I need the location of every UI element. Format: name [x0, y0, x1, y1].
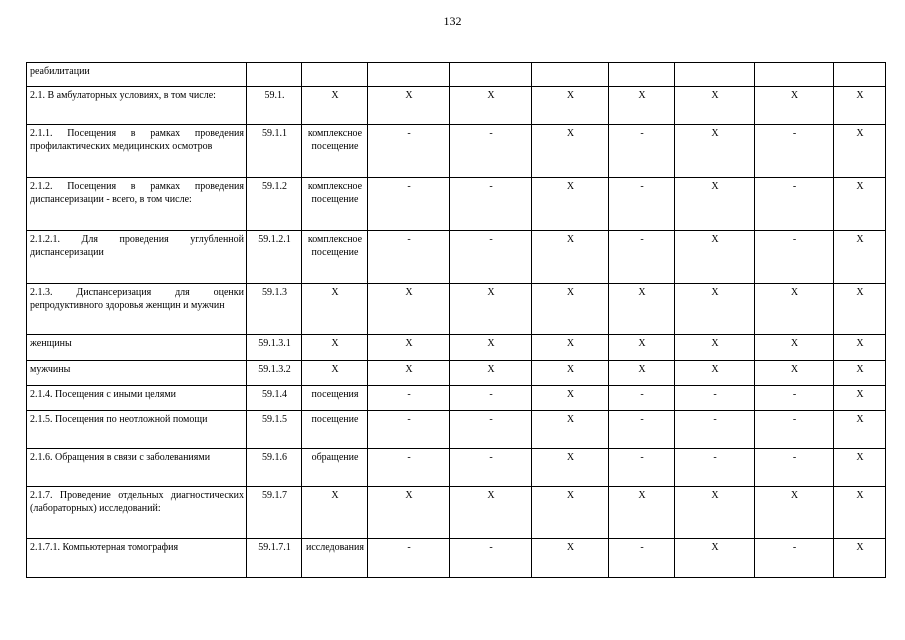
row-value: -: [609, 125, 675, 178]
table-row: [27, 411, 886, 449]
row-value: [609, 63, 675, 87]
table-row: [27, 487, 886, 539]
row-value: X: [834, 231, 886, 284]
row-unit: [302, 63, 368, 87]
row-name: 2.1.5. Посещения по неотложной помощи: [27, 411, 247, 449]
row-value: [368, 63, 450, 87]
row-unit: комплексное посещение: [302, 231, 368, 284]
row-name: 2.1.2. Посещения в рамках проведения диспансеризации - всего, в том числе:: [27, 178, 247, 231]
row-name: 2.1.2.1. Для проведения углубленной диспансеризации: [27, 231, 247, 284]
row-value: -: [368, 386, 450, 411]
row-value: X: [368, 361, 450, 386]
row-value: X: [532, 125, 609, 178]
row-name: мужчины: [27, 361, 247, 386]
row-value: X: [450, 335, 532, 361]
row-value: [755, 63, 834, 87]
row-value: X: [532, 231, 609, 284]
row-value: -: [675, 411, 755, 449]
row-value: -: [755, 411, 834, 449]
row-value: X: [609, 335, 675, 361]
row-value: -: [450, 386, 532, 411]
row-name: 2.1.6. Обращения в связи с заболеваниями: [27, 449, 247, 487]
row-unit: комплексное посещение: [302, 125, 368, 178]
row-value: -: [368, 178, 450, 231]
row-value: X: [675, 539, 755, 578]
row-name: 2.1.3. Диспансеризация для оценки репродуктивного здоровья женщин и мужчин: [27, 284, 247, 335]
row-value: -: [450, 125, 532, 178]
row-code: 59.1.7: [247, 487, 302, 539]
row-value: -: [609, 539, 675, 578]
row-value: X: [609, 361, 675, 386]
row-value: X: [834, 386, 886, 411]
row-unit: комплексное посещение: [302, 178, 368, 231]
row-value: -: [675, 449, 755, 487]
row-value: -: [450, 178, 532, 231]
page-number: 132: [443, 14, 462, 28]
row-value: X: [368, 335, 450, 361]
row-value: X: [675, 487, 755, 539]
row-value: X: [834, 487, 886, 539]
row-code: 59.1.3.1: [247, 335, 302, 361]
row-code: 59.1.1: [247, 125, 302, 178]
table-row: [27, 386, 886, 411]
row-value: X: [532, 386, 609, 411]
row-unit: обращение: [302, 449, 368, 487]
row-value: X: [532, 284, 609, 335]
row-value: X: [609, 87, 675, 125]
row-value: X: [532, 335, 609, 361]
row-value: X: [532, 87, 609, 125]
row-value: X: [368, 87, 450, 125]
row-name: женщины: [27, 335, 247, 361]
table-row: [27, 87, 886, 125]
row-value: X: [532, 411, 609, 449]
row-value: X: [834, 411, 886, 449]
row-code: 59.1.2.1: [247, 231, 302, 284]
row-value: -: [609, 231, 675, 284]
row-name: реабилитации: [27, 63, 247, 87]
row-value: X: [532, 487, 609, 539]
row-value: X: [532, 361, 609, 386]
row-value: X: [834, 449, 886, 487]
row-value: -: [368, 411, 450, 449]
row-value: -: [755, 231, 834, 284]
row-code: 59.1.3.2: [247, 361, 302, 386]
row-unit: X: [302, 361, 368, 386]
row-value: X: [834, 178, 886, 231]
row-unit: X: [302, 335, 368, 361]
row-name: 2.1. В амбулаторных условиях, в том числе:: [27, 87, 247, 125]
row-unit: X: [302, 87, 368, 125]
row-value: X: [675, 335, 755, 361]
row-unit: посещение: [302, 411, 368, 449]
row-value: X: [755, 335, 834, 361]
row-value: X: [368, 284, 450, 335]
row-name: 2.1.1. Посещения в рамках проведения профилактических медицинских осмотров: [27, 125, 247, 178]
row-name: 2.1.7.1. Компьютерная томография: [27, 539, 247, 578]
row-value: X: [368, 487, 450, 539]
row-value: X: [532, 539, 609, 578]
row-value: -: [450, 411, 532, 449]
row-value: X: [675, 284, 755, 335]
row-code: 59.1.7.1: [247, 539, 302, 578]
row-name: 2.1.4. Посещения с иными целями: [27, 386, 247, 411]
row-unit: X: [302, 487, 368, 539]
table-row: [27, 63, 886, 87]
row-value: -: [609, 411, 675, 449]
row-value: X: [450, 284, 532, 335]
row-value: -: [368, 231, 450, 284]
row-value: X: [834, 284, 886, 335]
row-value: X: [675, 361, 755, 386]
row-value: -: [450, 539, 532, 578]
row-value: X: [675, 87, 755, 125]
row-value: -: [755, 386, 834, 411]
row-code: 59.1.: [247, 87, 302, 125]
row-value: X: [834, 87, 886, 125]
data-table: [26, 62, 886, 578]
row-code: 59.1.3: [247, 284, 302, 335]
row-value: -: [609, 178, 675, 231]
row-value: -: [368, 449, 450, 487]
row-value: -: [755, 449, 834, 487]
row-code: 59.1.6: [247, 449, 302, 487]
row-value: X: [755, 361, 834, 386]
table-row: [27, 284, 886, 335]
row-value: [834, 63, 886, 87]
row-value: X: [532, 178, 609, 231]
row-value: X: [450, 87, 532, 125]
row-value: X: [609, 487, 675, 539]
row-value: X: [675, 125, 755, 178]
row-value: X: [450, 487, 532, 539]
row-unit: X: [302, 284, 368, 335]
row-value: X: [755, 87, 834, 125]
row-value: X: [834, 335, 886, 361]
row-value: X: [834, 539, 886, 578]
row-value: X: [450, 361, 532, 386]
table-row: [27, 539, 886, 578]
row-unit: посещения: [302, 386, 368, 411]
row-value: X: [755, 284, 834, 335]
row-code: 59.1.5: [247, 411, 302, 449]
row-name: 2.1.7. Проведение отдельных диагностических (лабораторных) исследований:: [27, 487, 247, 539]
table-row: [27, 178, 886, 231]
row-value: X: [532, 449, 609, 487]
row-value: X: [834, 125, 886, 178]
row-value: [532, 63, 609, 87]
table-row: [27, 335, 886, 361]
row-value: X: [609, 284, 675, 335]
row-unit: исследования: [302, 539, 368, 578]
row-value: X: [834, 361, 886, 386]
row-value: -: [609, 449, 675, 487]
row-value: X: [755, 487, 834, 539]
table-row: [27, 361, 886, 386]
row-code: 59.1.4: [247, 386, 302, 411]
table-row: [27, 449, 886, 487]
row-value: -: [450, 449, 532, 487]
row-value: X: [675, 178, 755, 231]
row-value: [675, 63, 755, 87]
row-value: X: [675, 231, 755, 284]
row-value: -: [755, 539, 834, 578]
row-value: -: [368, 539, 450, 578]
row-value: -: [755, 125, 834, 178]
row-code: [247, 63, 302, 87]
row-value: -: [609, 386, 675, 411]
row-code: 59.1.2: [247, 178, 302, 231]
table-row: [27, 231, 886, 284]
row-value: -: [675, 386, 755, 411]
row-value: -: [450, 231, 532, 284]
row-value: -: [755, 178, 834, 231]
table-row: [27, 125, 886, 178]
row-value: -: [368, 125, 450, 178]
row-value: [450, 63, 532, 87]
